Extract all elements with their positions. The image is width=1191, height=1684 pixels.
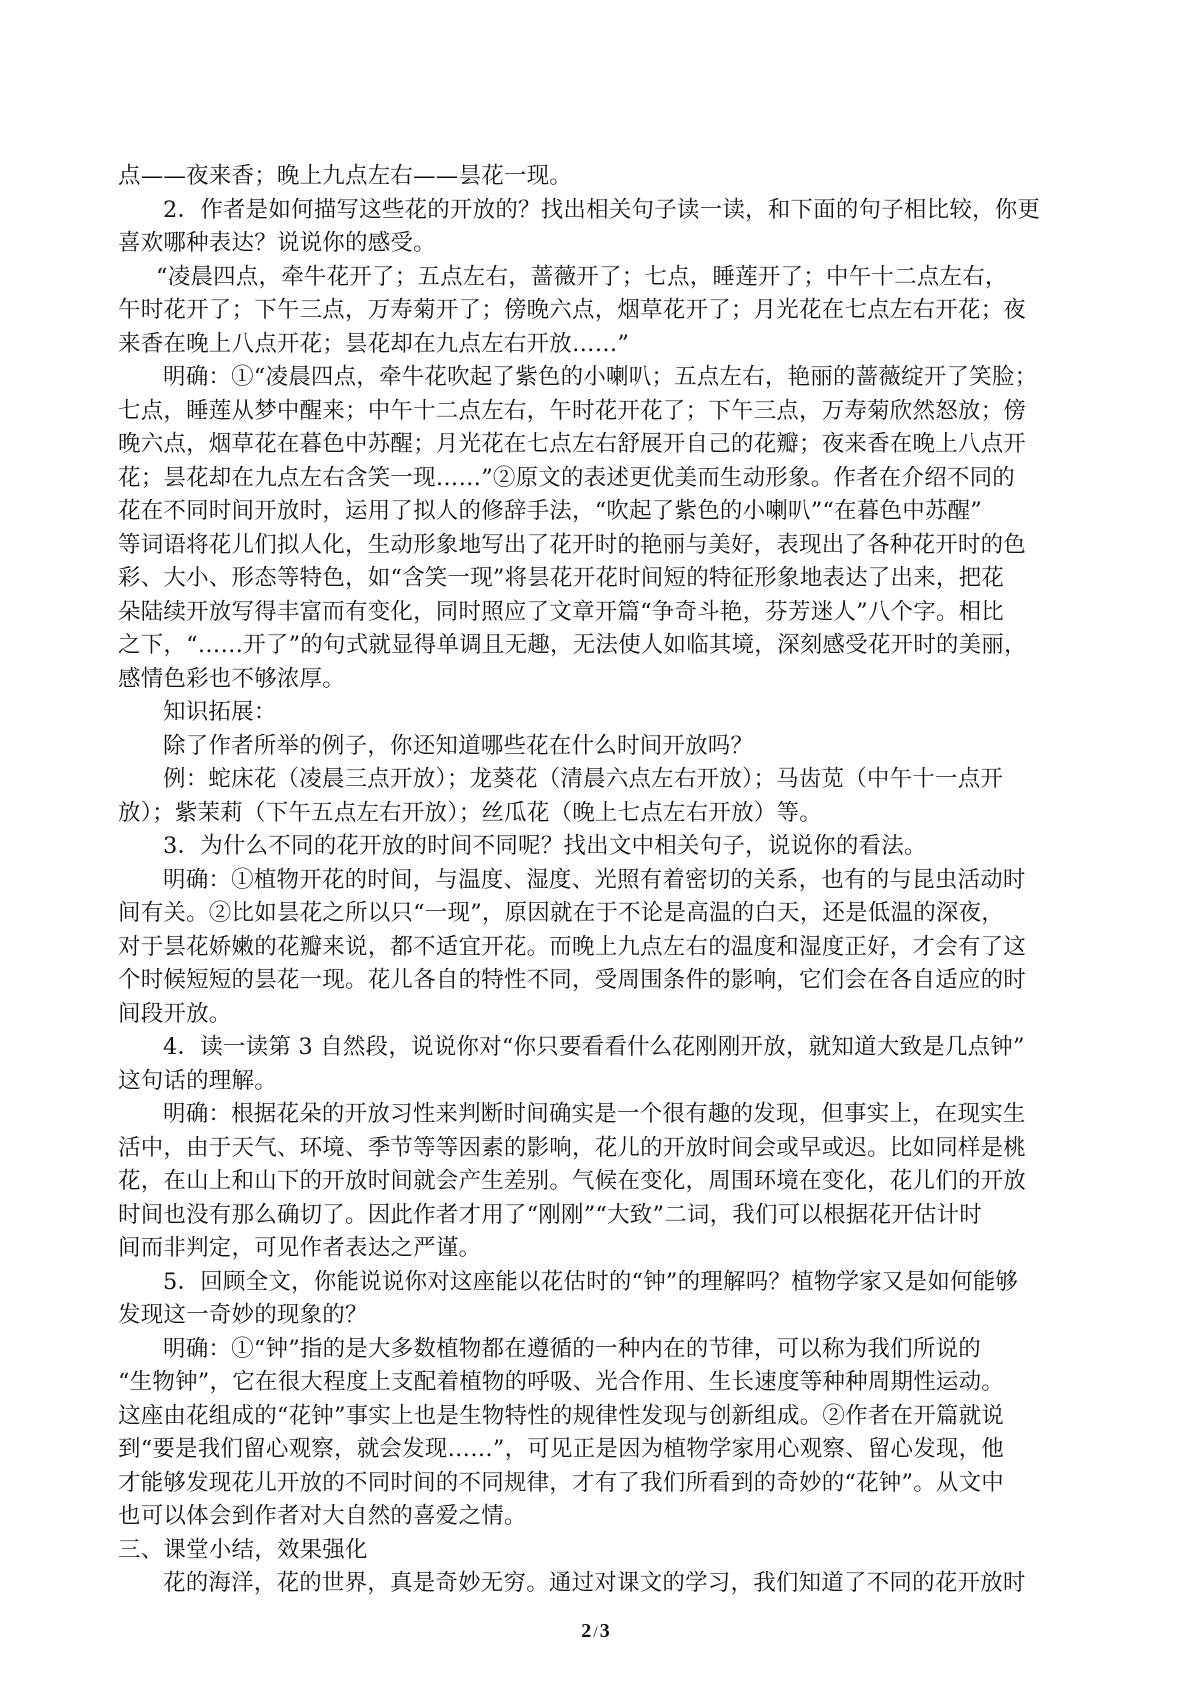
text-line: 花，在山上和山下的开放时间就会产生差别。气候在变化，周围环境在变化，花儿们的开放	[118, 1168, 1027, 1194]
text-line: 感情色彩也不够浓厚。	[118, 665, 346, 692]
text-line: 间有关。②比如昙花之所以只“一现”，原因就在于不论是高温的白天，还是低温的深夜，	[118, 900, 1005, 926]
text-line: 也可以体会到作者对大自然的喜爱之情。	[118, 1503, 527, 1529]
text-line: 喜欢哪种表达？说说你的感受。	[118, 230, 436, 256]
question-line: 4．读一读第 3 自然段，说说你对“你只要看看什么花刚刚开放，就知道大致是几点钟”	[163, 1034, 1025, 1060]
text-line: 花在不同时间开放时，运用了拟人的修辞手法，“吹起了紫色的小喇叭”“在暮色中苏醒”	[118, 498, 983, 524]
text-line: 发现这一奇妙的现象的？	[118, 1302, 368, 1328]
text-line: 晚六点，烟草花在暮色中苏醒；月光花在七点左右舒展开自己的花瓣；夜来香在晚上八点开	[118, 431, 1027, 457]
text-line: 活中，由于天气、环境、季节等等因素的影响，花儿的开放时间会或早或迟。比如同样是桃	[118, 1134, 1027, 1161]
page-number	[0, 1620, 1191, 1643]
page-current: 2	[581, 1620, 592, 1642]
text-line: 这座由花组成的“花钟”事实上也是生物特性的规律性发现与创新组成。②作者在开篇就说	[118, 1402, 1005, 1429]
text-line: 花；昙花却在九点左右含笑一现……”②原文的表述更优美而生动形象。作者在介绍不同的	[118, 464, 1016, 491]
text-line: 对于昙花娇嫩的花瓣来说，都不适宜开花。而晚上九点左右的温度和湿度正好，才会有了这	[118, 933, 1027, 960]
text-line: 花的海洋，花的世界，真是奇妙无穷。通过对课文的学习，我们知道了不同的花开放时	[163, 1570, 1026, 1596]
text-line: 放）；紫茉莉（下午五点左右开放）；丝瓜花（晚上七点左右开放）等。	[118, 799, 822, 826]
text-line: 时间也没有那么确切了。因此作者才用了“刚刚”“大致”二词，我们可以根据花开估计时	[118, 1201, 983, 1228]
text-line: 间而非判定，可见作者表达之严谨。	[118, 1235, 482, 1261]
section-label: 知识拓展：	[163, 699, 277, 725]
quote-line: “凌晨四点，牵牛花开了；五点左右，蔷薇开了；七点，睡莲开了；中午十二点左右，	[156, 263, 1008, 290]
page-separator: /	[593, 1624, 598, 1641]
section-heading: 三、课堂小结，效果强化	[118, 1536, 368, 1563]
example-line: 例：蛇床花（凌晨三点开放）；龙葵花（清晨六点左右开放）；马齿苋（中午十一点开	[163, 766, 1004, 792]
question-line: 5．回顾全文，你能说说你对这座能以花估时的“钟”的理解吗？植物学家又是如何能够	[163, 1268, 1019, 1295]
answer-line: 明确：①“凌晨四点，牵牛花吹起了紫色的小喇叭；五点左右，艳丽的蔷薇绽开了笑脸；	[163, 364, 1038, 390]
text-line: 来香在晚上八点开花；昙花却在九点左右开放……”	[118, 330, 630, 357]
text-line: 朵陆续开放写得丰富而有变化，同时照应了文章开篇“争奇斗艳，芬芳迷人”八个字。相比	[118, 598, 1005, 625]
answer-line: 明确：根据花朵的开放习性来判断时间确实是一个很有趣的发现，但事实上，在现实生	[163, 1101, 1026, 1127]
text-line: 才能够发现花儿开放的不同时间的不同规律，才有了我们所看到的奇妙的“花钟”。从文中	[118, 1469, 1005, 1496]
text-line: 七点，睡莲从梦中醒来；中午十二点左右，午时花开花了；下午三点，万寿菊欣然怒放；傍	[118, 397, 1027, 424]
question-line: 2．作者是如何描写这些花的开放的？找出相关句子读一读，和下面的句子相比较，你更	[163, 196, 1041, 223]
text-line: 点——夜来香；晚上九点左右——昙花一现。	[118, 163, 573, 189]
text-line: “生物钟”，它在很大程度上支配着植物的呼吸、光合作用、生长速度等种种周期性运动。	[118, 1369, 1005, 1395]
text-line: 之下，“……开了”的句式就显得单调且无趣，无法使人如临其境，深刻感受花开时的美丽，	[118, 632, 1027, 658]
answer-line: 明确：①植物开花的时间，与温度、湿度、光照有着密切的关系，也有的与昆虫活动时	[163, 866, 1026, 893]
text-line: 除了作者所举的例子，你还知道哪些花在什么时间开放吗？	[163, 732, 754, 759]
page-total: 3	[599, 1620, 610, 1642]
text-line: 个时候短短的昙花一现。花儿各自的特性不同，受周围条件的影响，它们会在各自适应的时	[118, 967, 1027, 993]
document-body	[118, 160, 1078, 1601]
text-line: 彩、大小、形态等特色，如“含笑一现”将昙花开花时间短的特征形象地表达了出来，把花	[118, 565, 1005, 591]
text-line: 午时花开了；下午三点，万寿菊开了；傍晚六点，烟草花开了；月光花在七点左右开花；夜	[118, 297, 1027, 323]
question-line: 3．为什么不同的花开放的时间不同呢？找出文中相关句子，说说你的看法。	[163, 833, 927, 859]
text-line: 间段开放。	[118, 1000, 232, 1027]
text-line: 到“要是我们留心观察，就会发现……”，可见正是因为植物学家用心观察、留心发现，他	[118, 1436, 1005, 1462]
text-line: 这句话的理解。	[118, 1067, 277, 1094]
text-line: 等词语将花儿们拟人化，生动形象地写出了花开时的艳丽与美好，表现出了各种花开时的色	[118, 531, 1027, 558]
answer-line: 明确：①“钟”指的是大多数植物都在遵循的一种内在的节律，可以称为我们所说的	[163, 1335, 981, 1362]
